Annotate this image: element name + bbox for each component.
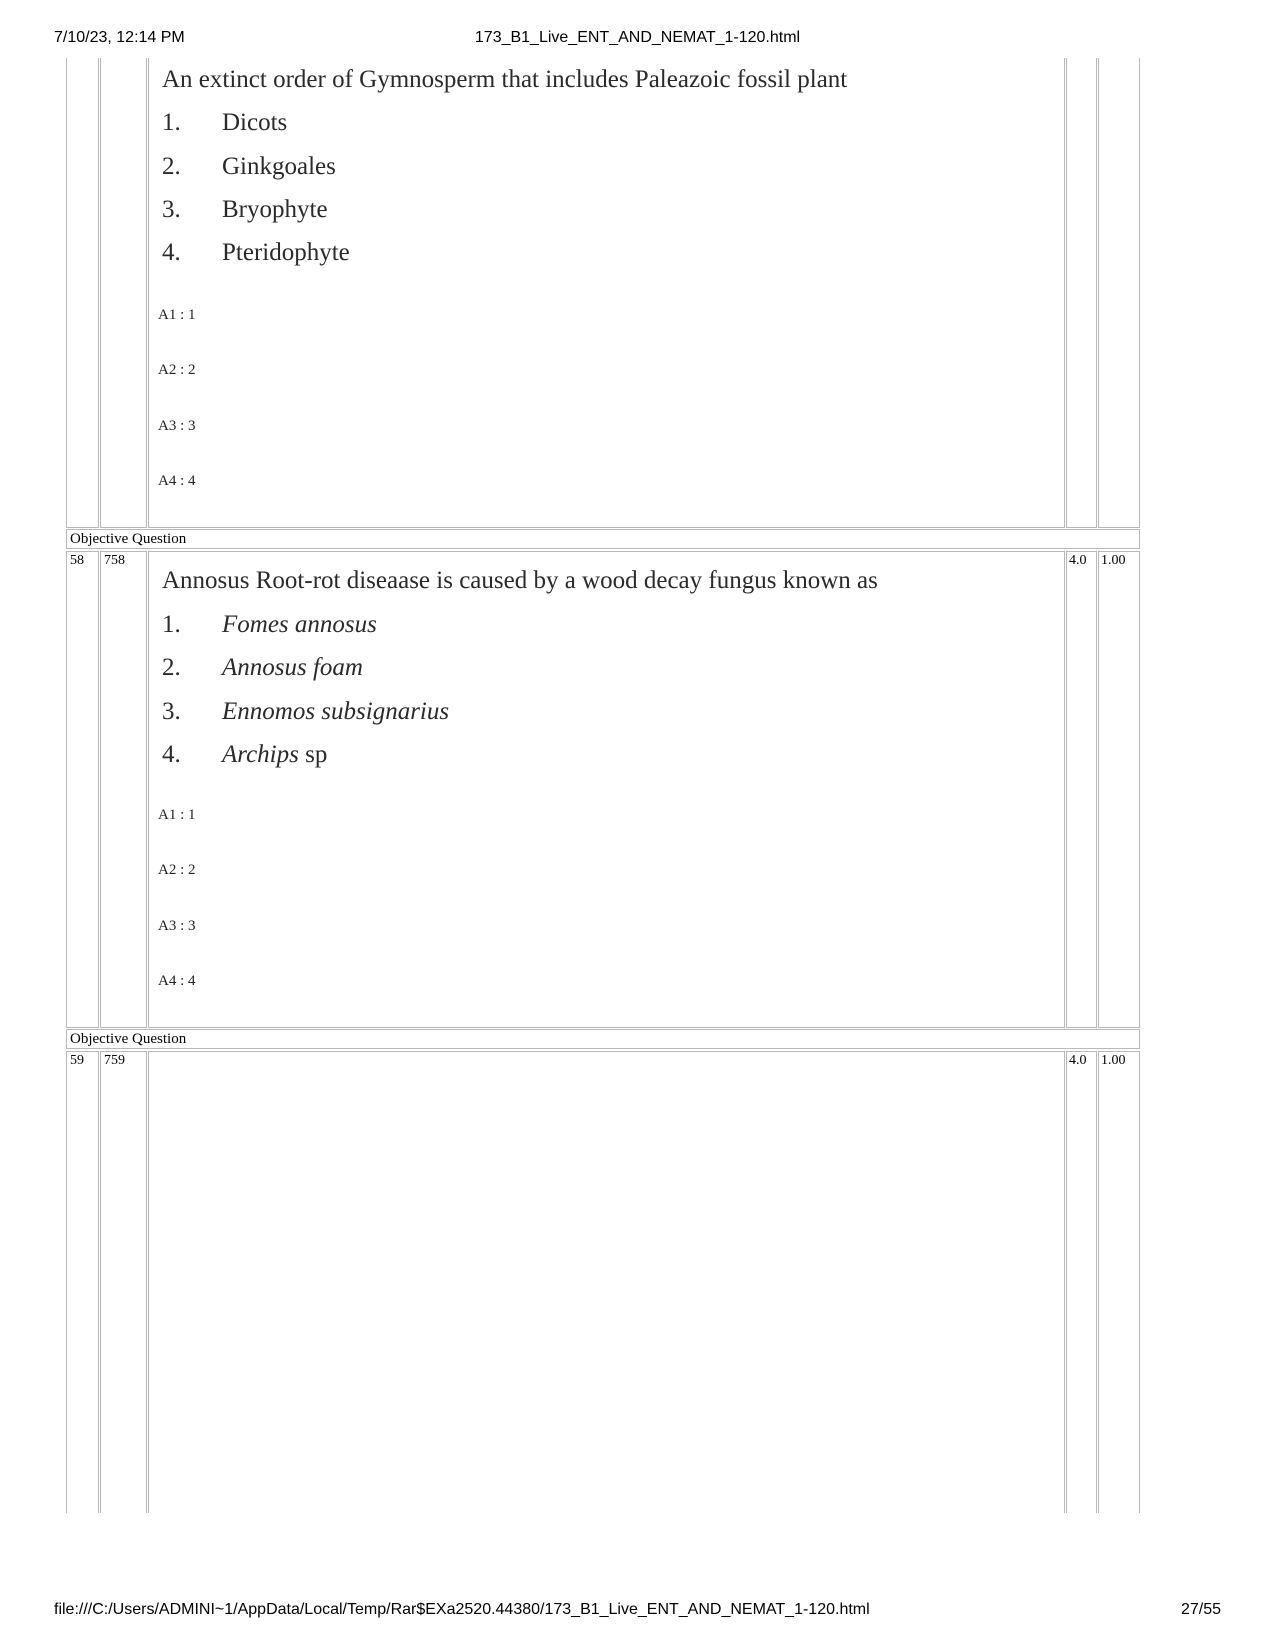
page-number: 27/55 (1180, 1601, 1221, 1618)
answer-3: A3 : 3 (158, 918, 196, 934)
print-header (0, 29, 1275, 51)
answer-2: A2 : 2 (158, 862, 196, 878)
marks-cell (1066, 551, 1097, 1028)
print-datetime: 7/10/23, 12:14 PM (54, 29, 185, 46)
answer-4: A4 : 4 (158, 473, 196, 489)
id-cell (100, 58, 147, 528)
print-title: 173_B1_Live_ENT_AND_NEMAT_1-120.html (474, 29, 801, 46)
question-id: 759 (104, 1053, 125, 1068)
question-text: Annosus Root-rot diseaase is caused by a wood decay fungus known as (162, 567, 878, 594)
option-4-rest: sp (298, 741, 328, 768)
print-file-path: file:///C:/Users/ADMINI~1/AppData/Local/Temp/Rar$EXa2520.44380/173_B1_Live_ENT_AND_NEMAT_1-120.html (54, 1601, 870, 1618)
question-cell (148, 1051, 1065, 1513)
answer-1: A1 : 1 (158, 307, 196, 323)
negative-cell (1098, 58, 1140, 528)
serial-number: 58 (70, 553, 84, 568)
negative-marks: 1.00 (1101, 553, 1126, 568)
serial-cell (66, 58, 99, 528)
answer-3: A3 : 3 (158, 418, 196, 434)
marks: 4.0 (1069, 553, 1087, 568)
marks-cell (1066, 1051, 1097, 1513)
section-label-row (66, 529, 1140, 549)
question-text: An extinct order of Gymnosperm that includes Paleazoic fossil plant (162, 66, 848, 93)
question-id: 758 (104, 553, 125, 568)
serial-cell (66, 1051, 99, 1513)
id-cell (100, 1051, 147, 1513)
answer-4: A4 : 4 (158, 973, 196, 989)
answer-1: A1 : 1 (158, 807, 196, 823)
marks: 4.0 (1069, 1053, 1087, 1068)
negative-cell (1098, 1051, 1140, 1513)
section-label: Objective Question (70, 531, 187, 547)
serial-number: 59 (70, 1053, 84, 1068)
answer-2: A2 : 2 (158, 362, 196, 378)
option-4-italic: Archips (222, 741, 299, 768)
marks-cell (1066, 58, 1097, 528)
negative-marks: 1.00 (1101, 1053, 1126, 1068)
id-cell (100, 551, 147, 1028)
negative-cell (1098, 551, 1140, 1028)
serial-cell (66, 551, 99, 1028)
print-footer (0, 1601, 1275, 1623)
section-label-row (66, 1029, 1140, 1049)
section-label: Objective Question (70, 1031, 187, 1047)
